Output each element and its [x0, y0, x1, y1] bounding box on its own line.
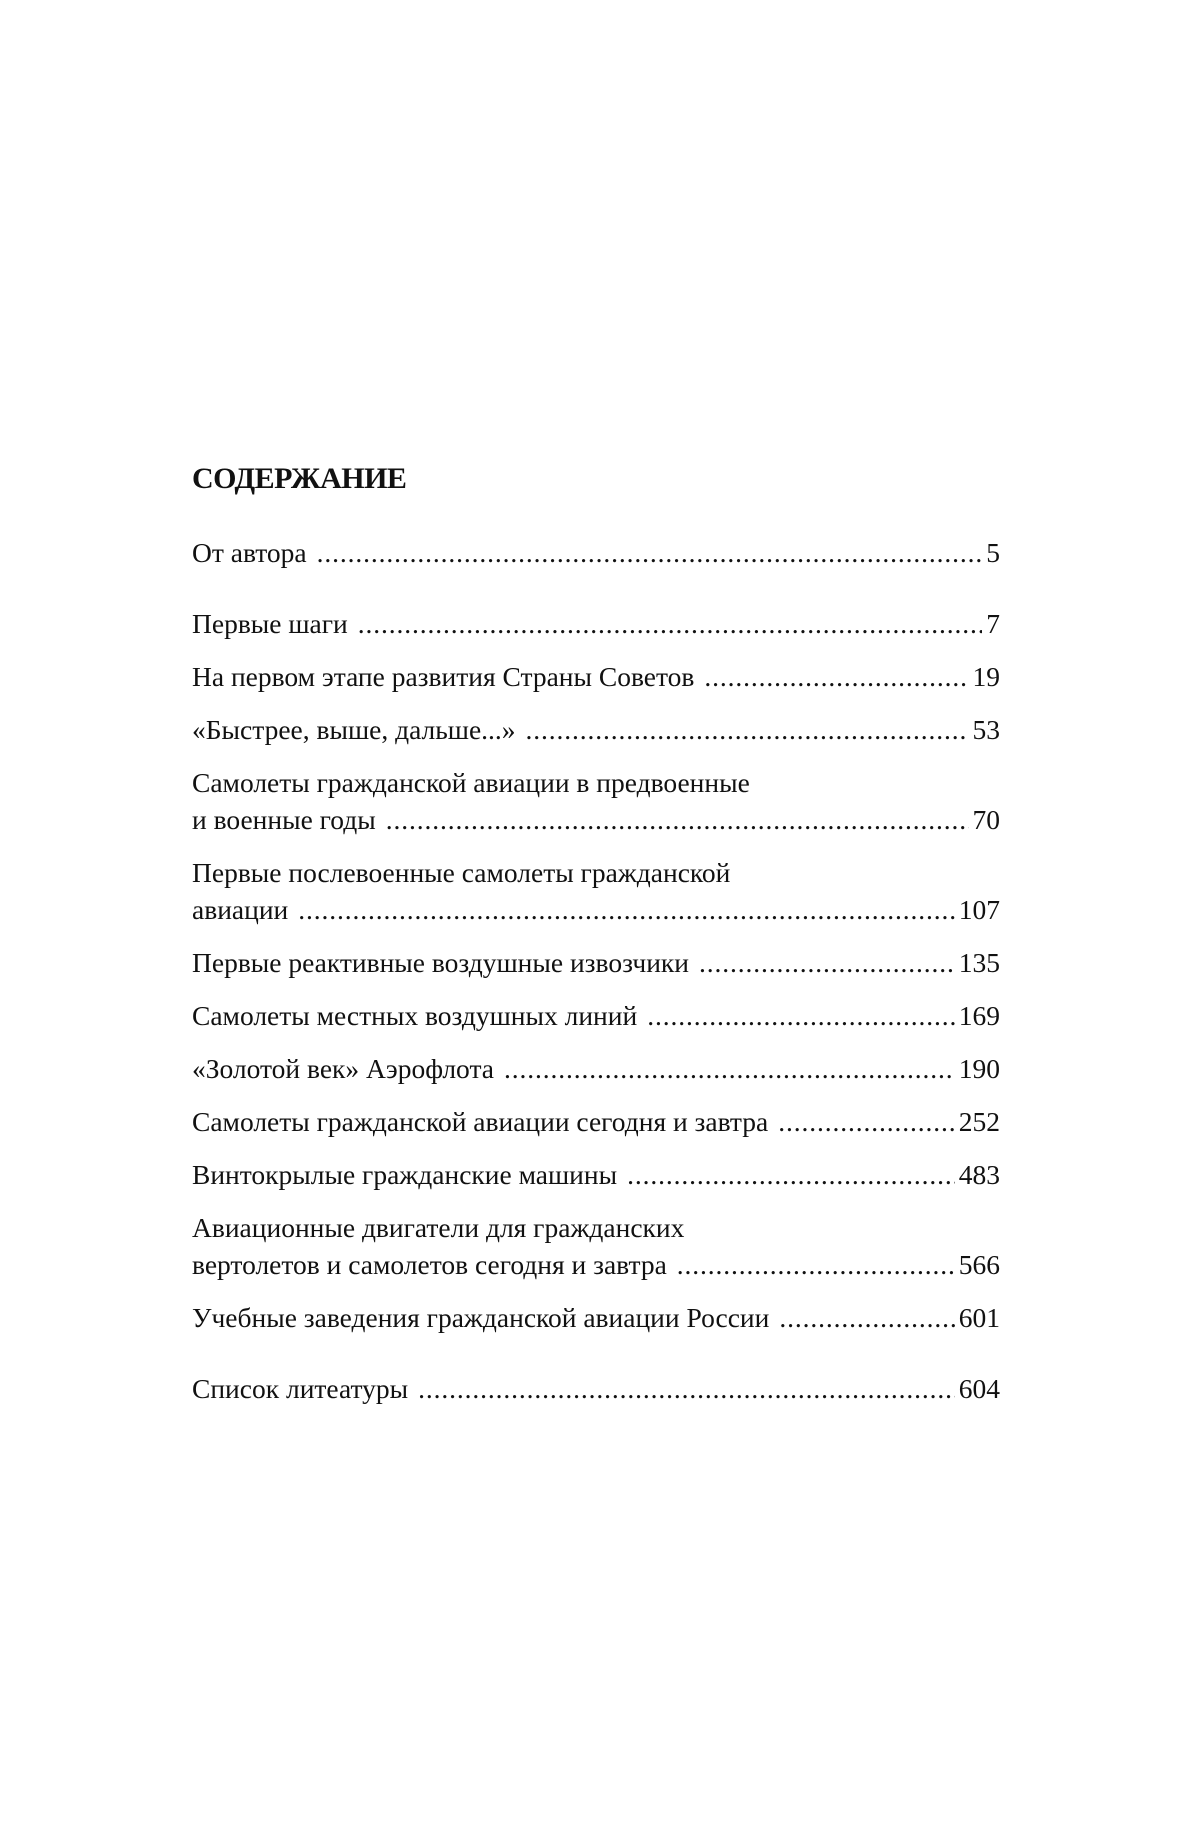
toc-entry — [192, 534, 1000, 571]
toc-entry-title: и военные годы — [192, 804, 376, 835]
toc-entry-title: Первые шаги — [192, 608, 348, 639]
toc-page-number: 107 — [958, 894, 1000, 925]
toc-page-number: 252 — [958, 1106, 1000, 1137]
toc-entry — [192, 605, 1000, 642]
toc-page-number: 483 — [958, 1159, 1000, 1190]
toc-entry-title-line: Самолеты гражданской авиации в предвоенные — [192, 767, 750, 798]
toc-entry-title-line: Первые послевоенные самолеты гражданской — [192, 857, 731, 888]
dot-leader — [627, 1156, 955, 1193]
dot-leader — [778, 1103, 955, 1140]
toc-entry-title: «Золотой век» Аэрофлота — [192, 1053, 495, 1084]
dot-leader — [704, 658, 968, 695]
toc-entry-title: Самолеты гражданской авиации сегодня и завтра — [192, 1106, 769, 1137]
dot-leader — [298, 891, 954, 928]
toc-page-number: 5 — [986, 537, 1000, 568]
toc-page-number: 601 — [958, 1302, 1000, 1333]
toc-page-number: 604 — [958, 1373, 1000, 1404]
toc-entry-title: вертолетов и самолетов сегодня и завтра — [192, 1249, 667, 1280]
dot-leader — [358, 605, 983, 642]
toc-entry — [192, 658, 1000, 695]
toc-page-number: 70 — [972, 804, 1000, 835]
toc-entry-title-line: Авиационные двигатели для гражданских — [192, 1212, 685, 1243]
dot-leader — [526, 711, 969, 748]
toc-page-number: 7 — [986, 608, 1000, 639]
toc-entry — [192, 997, 1000, 1034]
toc-entry — [192, 854, 1000, 928]
table-of-contents — [192, 462, 1000, 1407]
toc-entry — [192, 1050, 1000, 1087]
toc-page-number: 53 — [972, 714, 1000, 745]
toc-entry-title: На первом этапе развития Страны Советов — [192, 661, 695, 692]
toc-entry-title: «Быстрее, выше, дальше...» — [192, 714, 516, 745]
toc-entry-title: авиации — [192, 894, 289, 925]
toc-entry-title: От автора — [192, 537, 307, 568]
toc-page-number: 135 — [958, 947, 1000, 978]
toc-entry — [192, 944, 1000, 981]
dot-leader — [418, 1370, 955, 1407]
toc-entry-title: Список литеатуры — [192, 1373, 409, 1404]
toc-page-number: 566 — [958, 1249, 1000, 1280]
toc-entry-title: Самолеты местных воздушных линий — [192, 1000, 638, 1031]
dot-leader — [699, 944, 955, 981]
dot-leader — [386, 801, 969, 838]
dot-leader — [677, 1246, 955, 1283]
toc-entry-title: Учебные заведения гражданской авиации России — [192, 1302, 770, 1333]
toc-page-number: 169 — [958, 1000, 1000, 1031]
dot-leader — [504, 1050, 955, 1087]
toc-entry — [192, 1370, 1000, 1407]
toc-entry — [192, 1103, 1000, 1140]
dot-leader — [779, 1299, 954, 1336]
toc-page-number: 19 — [972, 661, 1000, 692]
toc-entry — [192, 1209, 1000, 1283]
toc-entry — [192, 764, 1000, 838]
dot-leader — [317, 534, 983, 571]
page-title: СОДЕРЖАНИЕ — [192, 462, 407, 495]
toc-entry-title: Винтокрылые гражданские машины — [192, 1159, 618, 1190]
toc-entry — [192, 1156, 1000, 1193]
toc-entry — [192, 1299, 1000, 1336]
toc-entry-title: Первые реактивные воздушные извозчики — [192, 947, 690, 978]
dot-leader — [647, 997, 955, 1034]
toc-entry — [192, 711, 1000, 748]
toc-page-number: 190 — [958, 1053, 1000, 1084]
